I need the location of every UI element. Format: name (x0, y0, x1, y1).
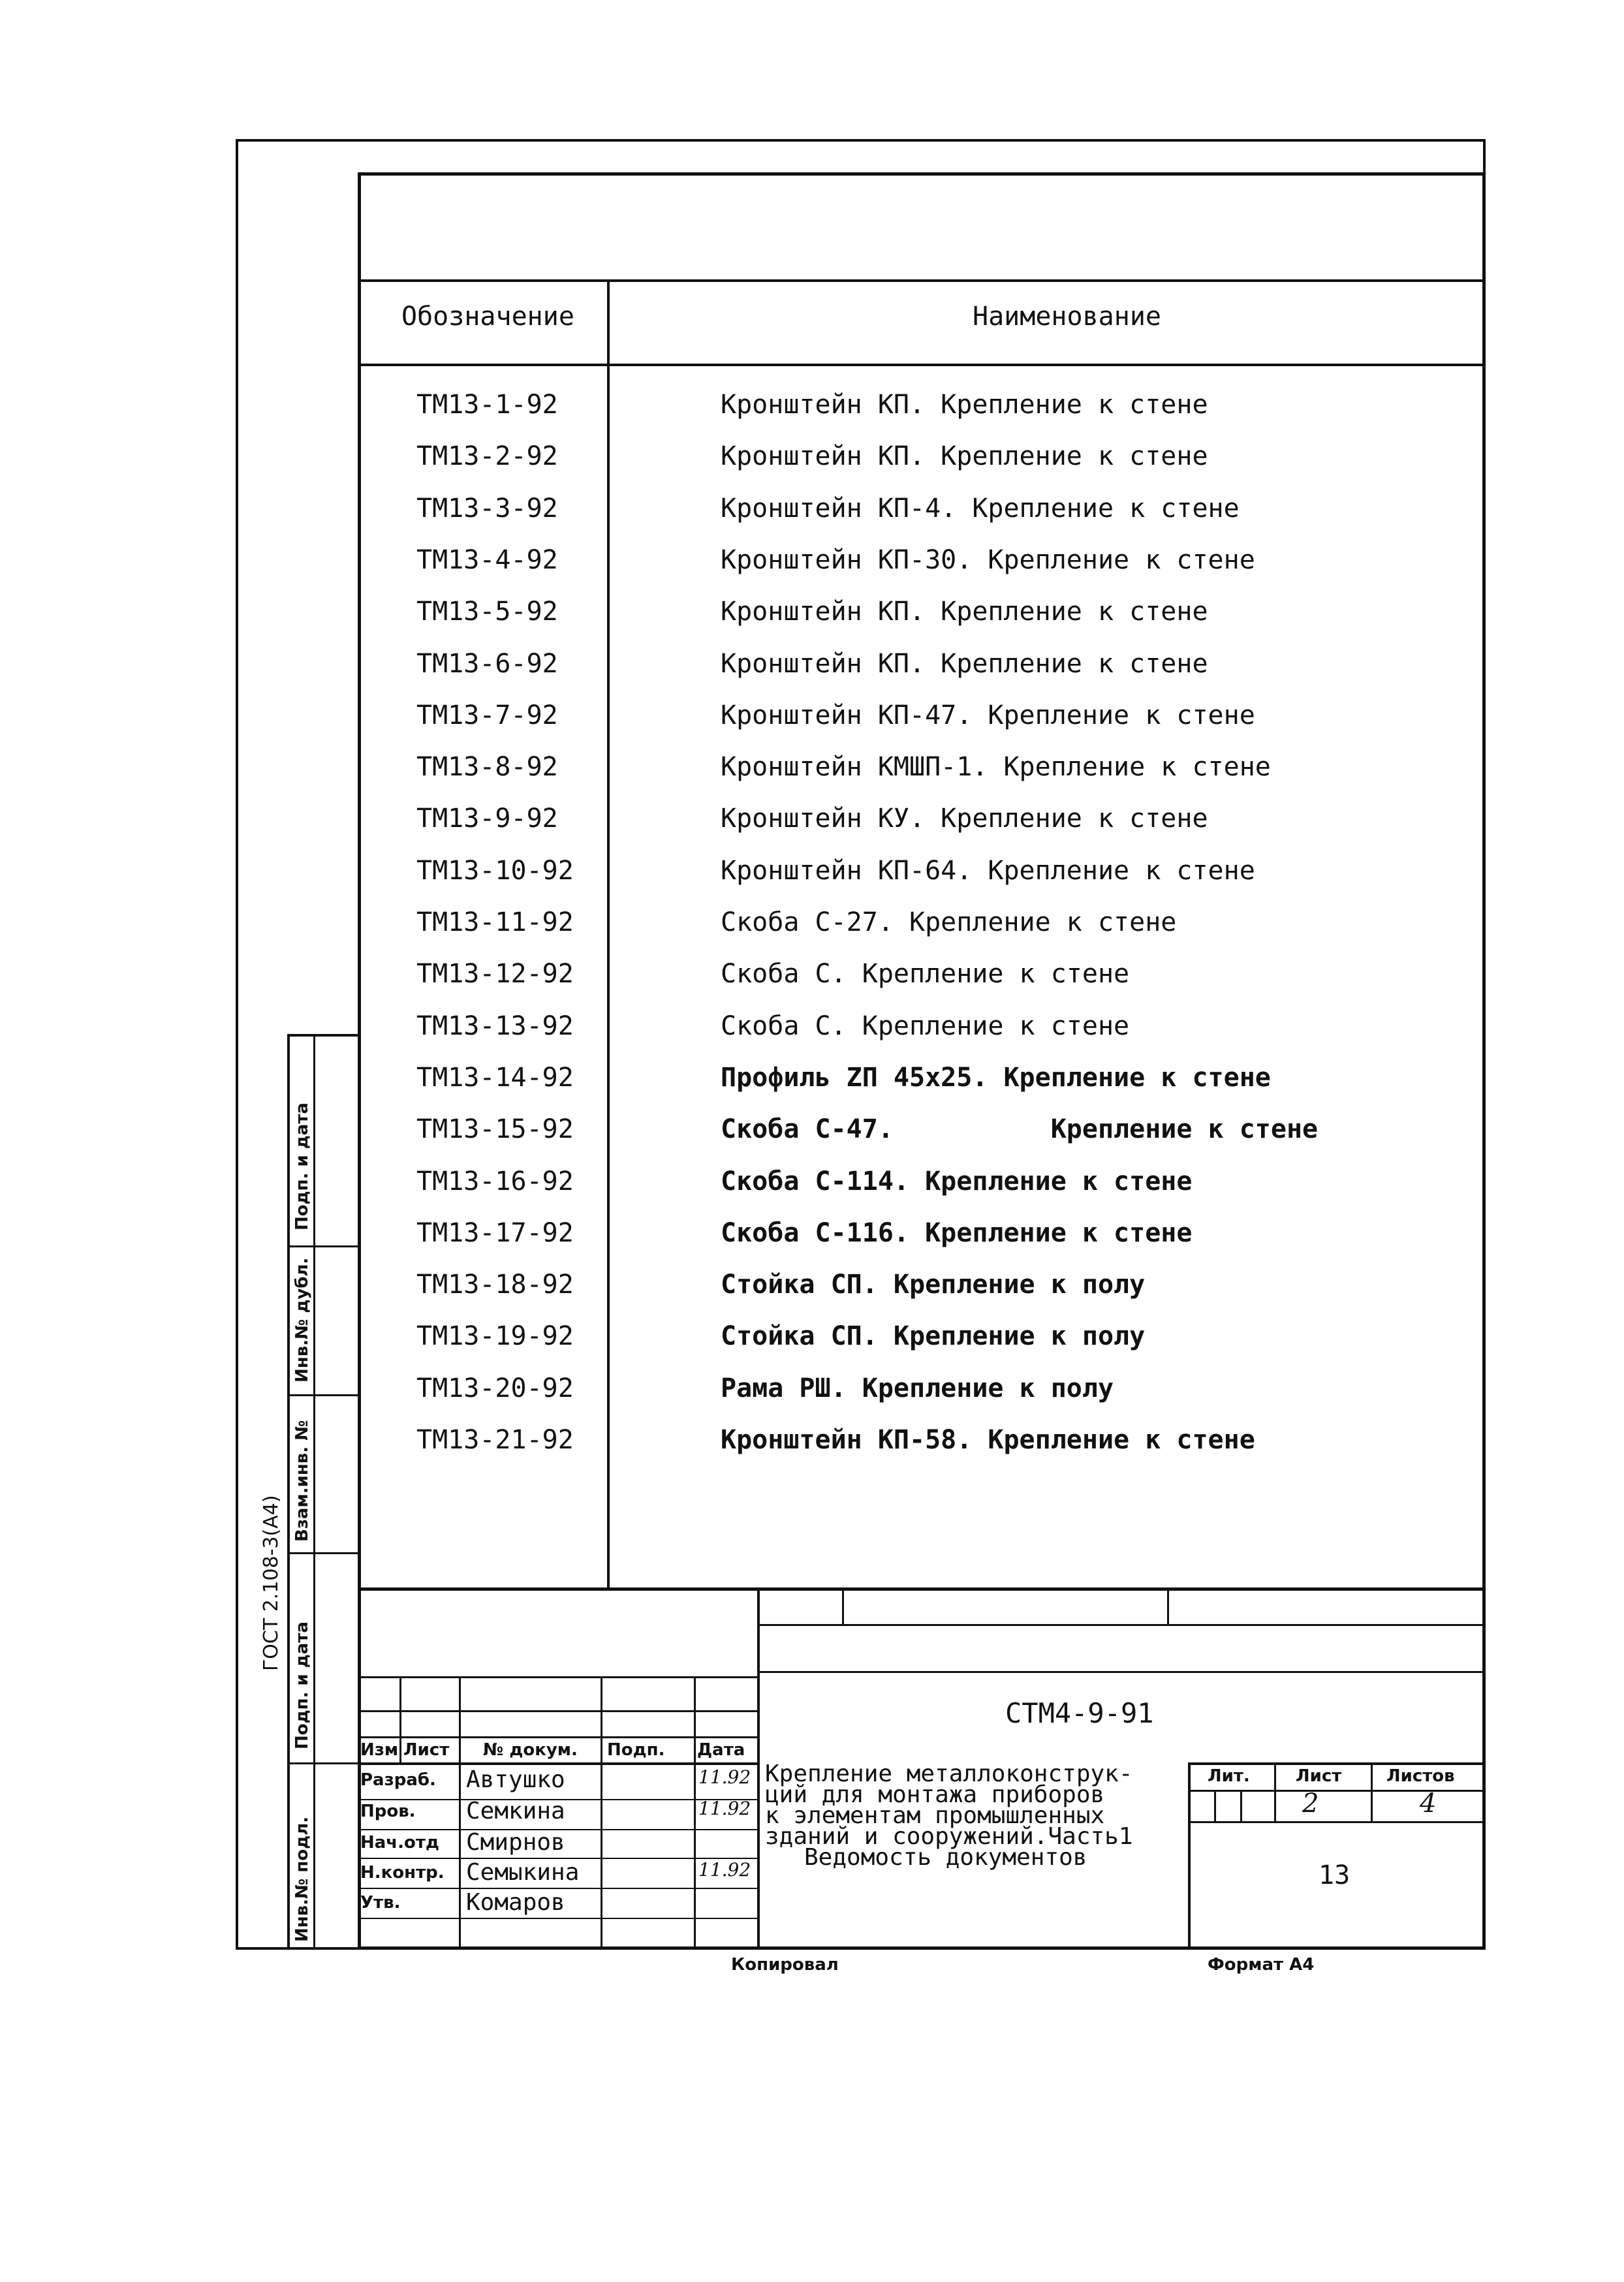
stamp-divider (1371, 1762, 1373, 1823)
row-name: Кронштейн КП-58. Крепление к стене (721, 1425, 1255, 1455)
row-name: Кронштейн КП-47. Крепление к стене (721, 700, 1255, 730)
row-name: Кронштейн КУ. Крепление к стене (721, 804, 1208, 834)
side-strip-line (287, 1762, 358, 1764)
org-code: 13 (1319, 1860, 1351, 1890)
title-line: Крепление металлоконструк- (765, 1760, 1133, 1787)
signer-date: 11.92 (698, 1766, 751, 1788)
row-code: ТМ13-1-92 (416, 390, 558, 420)
row-name: Рама РШ. Крепление к полу (721, 1373, 1114, 1403)
row-code: ТМ13-10-92 (416, 855, 574, 886)
format-label: Формат А4 (1208, 1955, 1315, 1975)
row-name: Кронштейн КП-4. Крепление к стене (721, 493, 1240, 524)
col-designation-header: Обозначение (401, 302, 574, 332)
stamp-top-line (358, 1587, 1486, 1591)
signer-name: Семкина (466, 1798, 565, 1824)
row-name: Кронштейн КП. Крепление к стене (721, 648, 1208, 679)
side-strip-line (287, 1245, 358, 1247)
row-name: Кронштейн КМШП-1. Крепление к стене (721, 752, 1271, 783)
column-divider (607, 279, 610, 1590)
row-name: Скоба С-47. Крепление к стене (721, 1114, 1319, 1145)
grid-line (358, 1736, 757, 1738)
title-line: к элементам промышленных (765, 1802, 1105, 1829)
doc-code: СТМ4-9-91 (1005, 1697, 1154, 1729)
row-code: ТМ13-20-92 (416, 1373, 574, 1403)
title-line: зданий и сооружений.Часть1 (765, 1823, 1133, 1850)
side-vzam-inv: Взам.инв. № (292, 1420, 312, 1542)
row-code: ТМ13-2-92 (416, 441, 558, 472)
col-podp: Подп. (607, 1740, 665, 1760)
signer-role: Н.контр. (360, 1863, 445, 1883)
row-name: Скоба С-114. Крепление к стене (721, 1166, 1193, 1196)
stamp-divider (1167, 1587, 1169, 1624)
sheet-value: 2 (1302, 1789, 1319, 1819)
side-form-ref: ГОСТ 2.108-3(А4) (260, 1495, 283, 1671)
stamp-divider (1274, 1762, 1276, 1823)
col-data: Дата (697, 1740, 745, 1760)
row-name: Кронштейн КП. Крепление к стене (721, 597, 1208, 627)
header-bottom-line (358, 364, 1486, 366)
grid-line (358, 1710, 757, 1712)
side-strip-line (287, 1552, 358, 1554)
row-code: ТМ13-5-92 (416, 597, 558, 627)
col-name-header: Наименование (973, 302, 1161, 332)
side-podp-data-top: Подп. и дата (292, 1102, 312, 1230)
row-code: ТМ13-9-92 (416, 804, 558, 834)
title-line: ций для монтажа приборов (765, 1781, 1105, 1808)
col-list: Лист (403, 1740, 450, 1760)
row-code: ТМ13-11-92 (416, 907, 574, 937)
row-code: ТМ13-6-92 (416, 648, 558, 679)
stamp-line (757, 1624, 1486, 1626)
inner-frame (358, 172, 1486, 1950)
grid-line (601, 1676, 602, 1950)
col-docnum: № докум. (483, 1740, 578, 1760)
grid-line (358, 1676, 757, 1678)
grid-line (459, 1676, 461, 1950)
signer-date: 11.92 (698, 1798, 751, 1819)
row-name: Стойка СП. Крепление к полу (721, 1270, 1146, 1300)
title-line: Ведомость документов (804, 1844, 1087, 1871)
signer-role: Пров. (360, 1802, 416, 1821)
row-code: ТМ13-15-92 (416, 1114, 574, 1145)
row-code: ТМ13-7-92 (416, 700, 558, 730)
row-name: Стойка СП. Крепление к полу (721, 1321, 1146, 1352)
side-strip-line (287, 1394, 358, 1396)
signer-role: Нач.отд (360, 1833, 439, 1852)
row-code: ТМ13-21-92 (416, 1425, 574, 1455)
row-code: ТМ13-17-92 (416, 1217, 574, 1248)
document-title (765, 1760, 1133, 1871)
signer-role: Разраб. (360, 1770, 436, 1790)
row-name: Кронштейн КП. Крепление к стене (721, 390, 1208, 420)
row-code: ТМ13-12-92 (416, 959, 574, 990)
row-code: ТМ13-3-92 (416, 493, 558, 524)
stamp-line (757, 1671, 1486, 1673)
row-code: ТМ13-13-92 (416, 1010, 574, 1041)
header-top-line (358, 279, 1486, 282)
stamp-divider (842, 1587, 844, 1624)
row-name: Скоба С. Крепление к стене (721, 1010, 1130, 1041)
sheets-value: 4 (1420, 1789, 1437, 1819)
lit-label: Лит. (1208, 1766, 1250, 1786)
signer-name: Автушко (466, 1766, 565, 1793)
side-strip-line (287, 1034, 290, 1950)
row-name: Скоба С-116. Крепление к стене (721, 1217, 1193, 1248)
side-inv-podl: Инв.№ подл. (292, 1816, 312, 1942)
stamp-line (1188, 1790, 1486, 1792)
row-code: ТМ13-14-92 (416, 1062, 574, 1093)
signer-role: Утв. (360, 1893, 401, 1913)
side-inv-dubl: Инв.№ дубл. (292, 1257, 312, 1383)
row-name: Профиль ZП 45x25. Крепление к стене (721, 1062, 1271, 1093)
grid-line (358, 1762, 757, 1765)
col-izm: Изм (360, 1740, 399, 1760)
grid-line (358, 1918, 757, 1919)
row-code: ТМ13-4-92 (416, 544, 558, 575)
signer-name: Смирнов (466, 1829, 565, 1856)
grid-line (399, 1676, 401, 1764)
row-name: Скоба С-27. Крепление к стене (721, 907, 1177, 937)
stamp-divider (757, 1587, 760, 1950)
row-code: ТМ13-19-92 (416, 1321, 574, 1352)
signer-name: Комаров (466, 1889, 565, 1916)
row-code: ТМ13-8-92 (416, 752, 558, 783)
row-name: Скоба С. Крепление к стене (721, 959, 1130, 990)
row-code: ТМ13-18-92 (416, 1270, 574, 1300)
stamp-divider (1240, 1790, 1242, 1823)
sheet-label: Лист (1296, 1766, 1342, 1786)
sheets-label: Листов (1386, 1766, 1455, 1786)
row-name: Кронштейн КП-30. Крепление к стене (721, 544, 1255, 575)
signer-name: Семыкина (466, 1859, 580, 1886)
side-strip-line (313, 1034, 315, 1950)
side-strip-line (287, 1034, 358, 1037)
row-name: Кронштейн КП. Крепление к стене (721, 441, 1208, 472)
side-podp-data-bottom: Подп. и дата (292, 1621, 312, 1749)
row-code: ТМ13-16-92 (416, 1166, 574, 1196)
grid-line (694, 1676, 696, 1950)
stamp-line (1188, 1762, 1486, 1765)
row-name: Кронштейн КП-64. Крепление к стене (721, 855, 1255, 886)
stamp-divider (1214, 1790, 1216, 1823)
stamp-line (1188, 1821, 1486, 1823)
signer-date: 11.92 (698, 1859, 751, 1881)
copied-label: Копировал (731, 1955, 839, 1975)
